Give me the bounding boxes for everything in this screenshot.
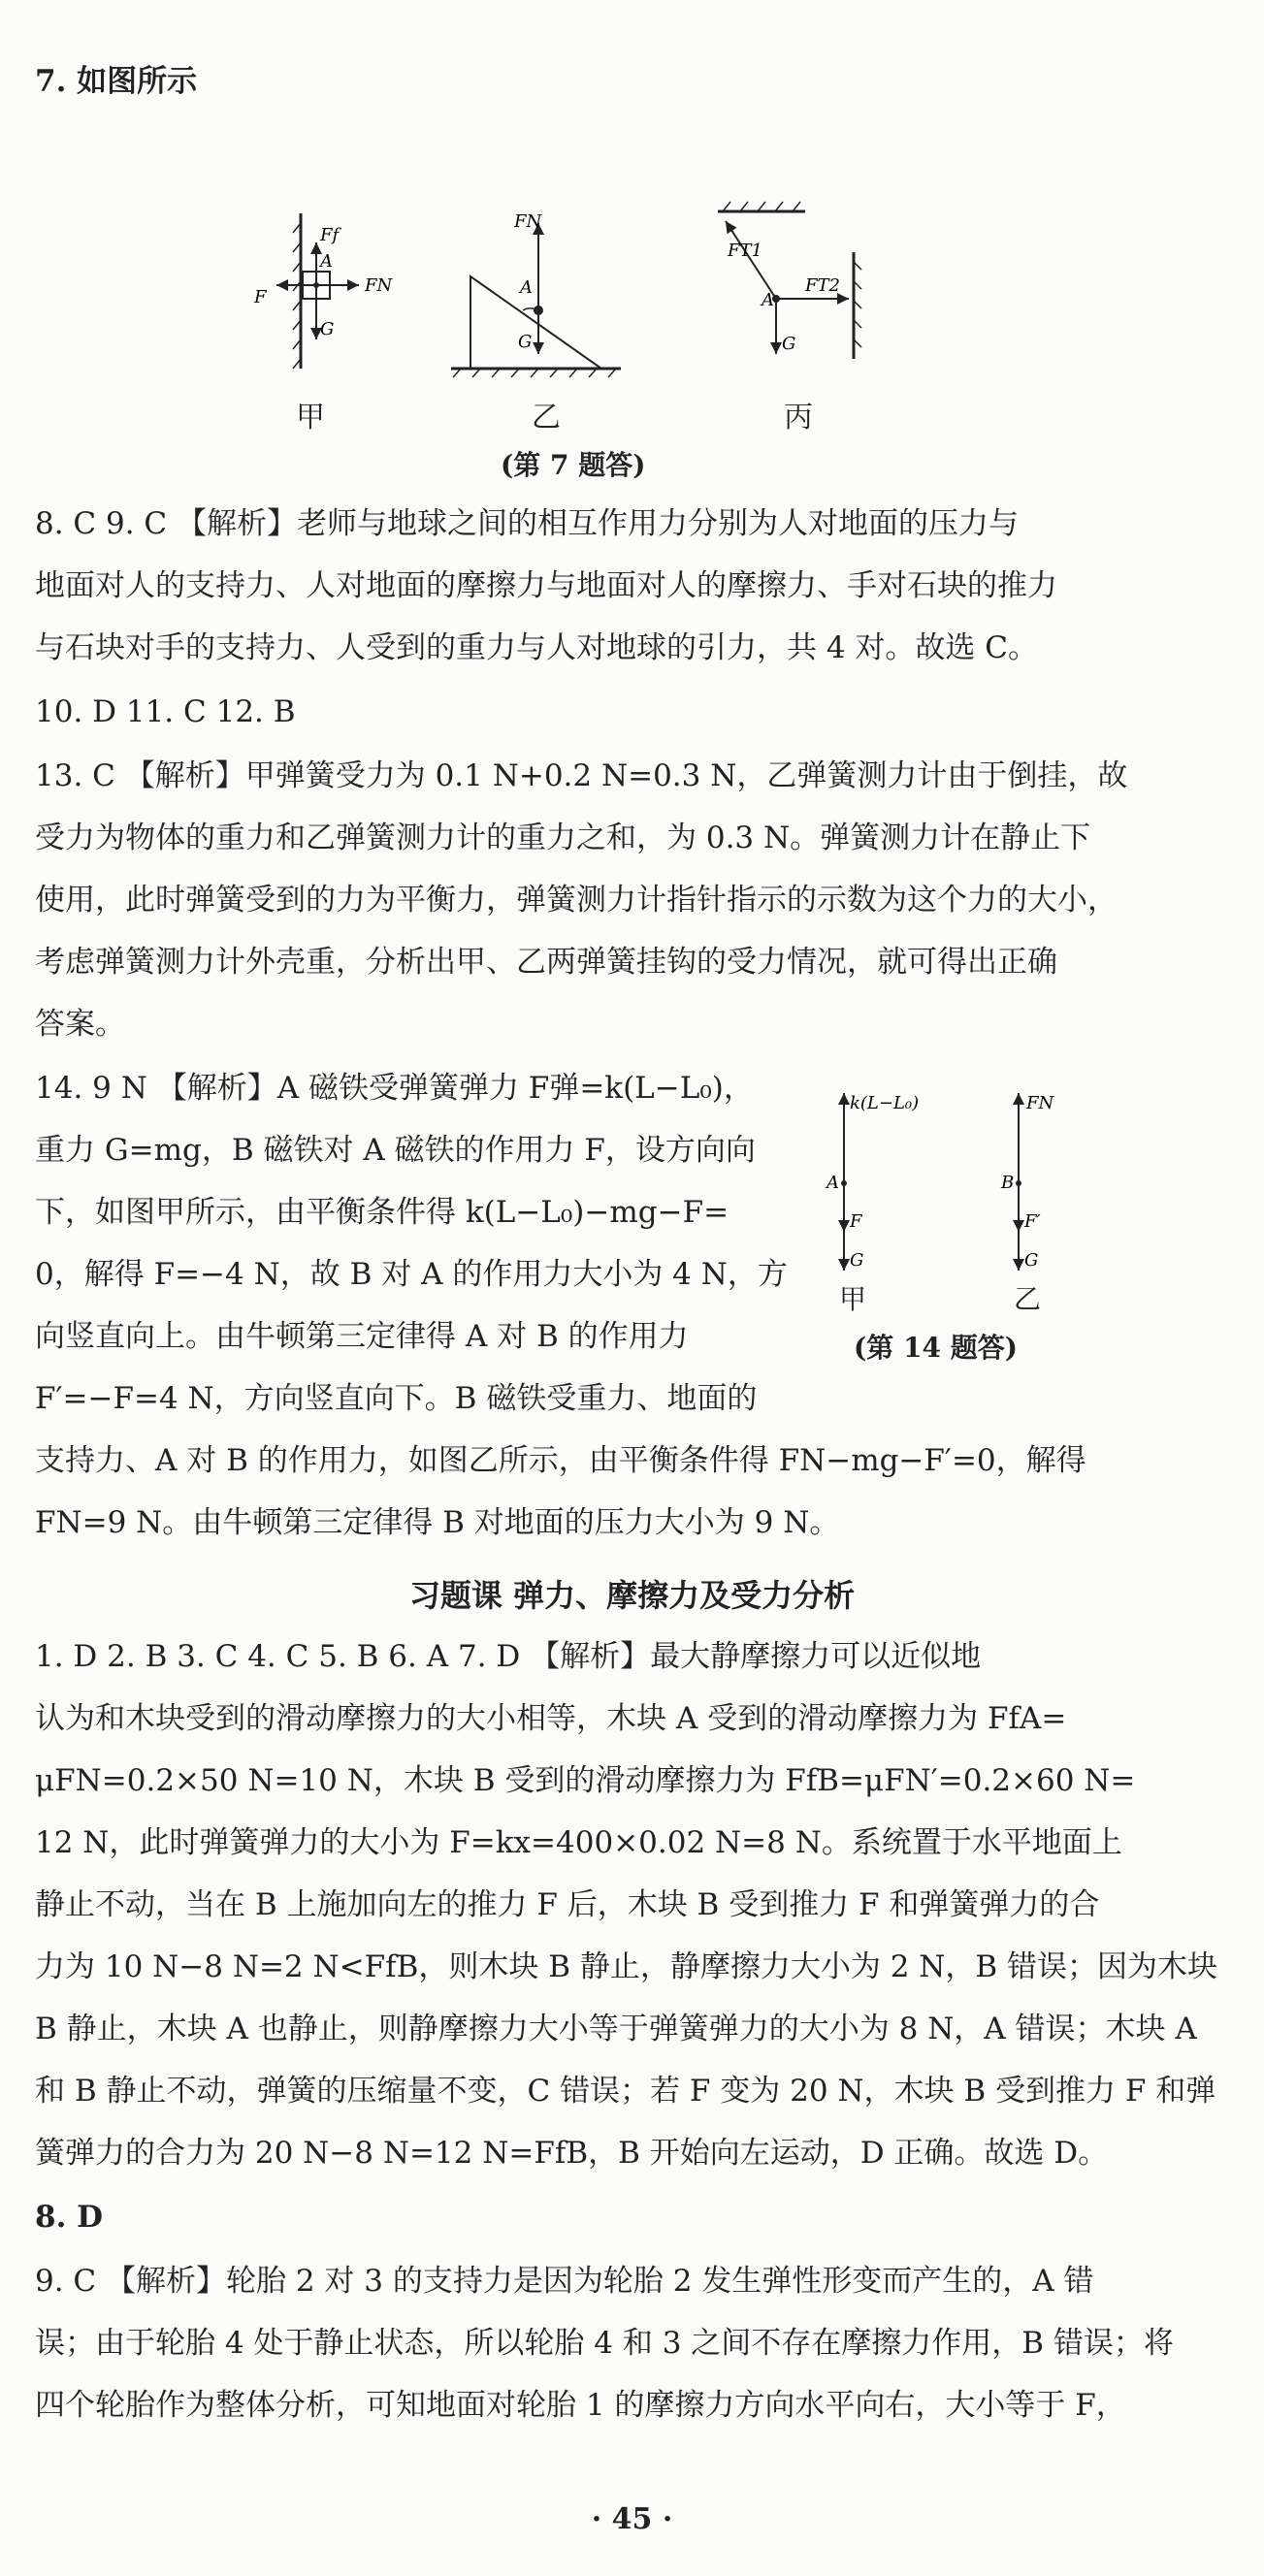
section-title: 习题课 弹力、摩擦力及受力分析 [408, 1577, 856, 1614]
section-line-2: 认为和木块受到的滑动摩擦力的大小相等，木块 A 受到的滑动摩擦力为 FfA= [35, 1701, 1067, 1736]
fig14-label-yi: 乙 [1014, 1283, 1042, 1315]
q14-line-4: 0，解得 F=−4 N，故 B 对 A 的作用力大小为 4 N，方 [35, 1257, 788, 1292]
fig7-label-jia: 甲 [296, 401, 325, 435]
label-fp-14: F′ [1024, 1211, 1041, 1232]
section-line-11: 9. C 【解析】轮胎 2 对 3 的支持力是因为轮胎 2 发生弹性形变而产生的，A 错 [35, 2264, 1094, 2299]
section-line-13: 四个轮胎作为整体分析，可知地面对轮胎 1 的摩擦力方向水平向右，大小等于 F， [35, 2388, 1126, 2423]
q14-figure [825, 1081, 1145, 1304]
q13-line-1: 13. C 【解析】甲弹簧受力为 0.1 N+0.2 N=0.3 N，乙弹簧测力计由于倒挂，故 [35, 758, 1128, 793]
fig14-label-jia: 甲 [839, 1283, 867, 1315]
q13-line-2: 受力为物体的重力和乙弹簧测力计的重力之和，为 0.3 N。弹簧测力计在静止下 [35, 821, 1091, 855]
fig14-caption: (第 14 题答) [854, 1332, 1018, 1364]
label-fn-14: FN [1026, 1093, 1054, 1113]
fig7-caption: (第 7 题答) [501, 449, 646, 481]
diagram-jia [253, 213, 393, 369]
label-fn-2: FN [514, 211, 542, 232]
q14-line-8: FN=9 N。由牛顿第三定律得 B 对地面的压力大小为 9 N。 [35, 1505, 840, 1540]
label-f-14: F [850, 1211, 862, 1232]
section-line-4: 12 N，此时弹簧弹力的大小为 F=kx=400×0.02 N=8 N。系统置于水平地面上 [35, 1825, 1122, 1860]
label-kl: k(L−L₀) [850, 1093, 920, 1113]
label-a-3: A [762, 290, 774, 310]
q14-line-6: F′=−F=4 N，方向竖直向下。B 磁铁受重力、地面的 [35, 1381, 758, 1416]
fig7-label-bing: 丙 [784, 401, 813, 435]
q7-heading: 7. 如图所示 [35, 64, 198, 99]
label-g: G [320, 319, 335, 339]
q14-line-1: 14. 9 N 【解析】A 磁铁受弹簧弹力 F弹=k(L−L₀)， [35, 1071, 754, 1106]
q10-12: 10. D 11. C 12. B [35, 694, 296, 729]
label-g-14: G [850, 1250, 864, 1271]
q13-line-4: 考虑弹簧测力计外壳重，分析出甲、乙两弹簧挂钩的受力情况，就可得出正确 [35, 945, 1057, 980]
section-line-1: 1. D 2. B 3. C 4. C 5. B 6. A 7. D 【解析】最大静摩擦力可以近似地 [35, 1639, 982, 1674]
label-b-14: B [1001, 1173, 1015, 1193]
label-g-2: G [518, 332, 533, 352]
label-f: F [254, 287, 267, 307]
section-line-8: 和 B 静止不动，弹簧的压缩量不变，C 错误；若 F 变为 20 N，木块 B 受到推力 F 和弹 [35, 2074, 1216, 2109]
section-line-6: 力为 10 N−8 N=2 N<FfB，则木块 B 静止，静摩擦力大小为 2 N，B 错误；因为木块 [35, 1949, 1218, 1984]
diagram-yi [451, 211, 621, 377]
label-g2-14: G [1024, 1250, 1039, 1271]
page-number: · 45 · [591, 2502, 673, 2536]
section-line-12: 误；由于轮胎 4 处于静止状态，所以轮胎 4 和 3 之间不存在摩擦力作用，B 错误；将 [35, 2326, 1174, 2361]
label-ft2: FT2 [805, 275, 840, 296]
q14-line-5: 向竖直向上。由牛顿第三定律得 A 对 B 的作用力 [35, 1319, 689, 1354]
q8-9-line-2: 地面对人的支持力、人对地面的摩擦力与地面对人的摩擦力、手对石块的推力 [35, 568, 1057, 603]
label-a-2: A [520, 277, 533, 298]
q13-line-3: 使用，此时弹簧受到的力为平衡力，弹簧测力计指针指示的示数为这个力的大小， [35, 883, 1118, 918]
q13-line-5: 答案。 [35, 1007, 125, 1042]
label-a: A [320, 251, 333, 272]
section-line-9: 簧弹力的合力为 20 N−8 N=12 N=FfB，B 开始向左运动，D 正确。故选 D。 [35, 2136, 1109, 2171]
q7-figure [223, 194, 999, 417]
section-line-7: B 静止，木块 A 也静止，则静摩擦力大小等于弹簧弹力的大小为 8 N，A 错误；木块 A [35, 2012, 1197, 2046]
fig7-label-yi: 乙 [532, 401, 561, 435]
section-line-3: μFN=0.2×50 N=10 N，木块 B 受到的滑动摩擦力为 FfB=μFN′=0.2×60 N= [35, 1763, 1136, 1798]
label-fn: FN [365, 275, 393, 296]
section-line-5: 静止不动，当在 B 上施加向左的推力 F 后，木块 B 受到推力 F 和弹簧弹力的合 [35, 1887, 1100, 1922]
q8-9-line-3: 与石块对手的支持力、人受到的重力与人对地球的引力，共 4 对。故选 C。 [35, 630, 1039, 665]
label-ff: Ff [320, 225, 340, 245]
label-g-3: G [782, 334, 796, 354]
q14-line-7: 支持力、A 对 B 的作用力，如图乙所示，由平衡条件得 FN−mg−F′=0，解得 [35, 1443, 1086, 1478]
label-a-14: A [826, 1173, 839, 1193]
section-line-10: 8. D [35, 2200, 104, 2235]
label-ft1: FT1 [728, 241, 762, 261]
q8-9-line-1: 8. C 9. C 【解析】老师与地球之间的相互作用力分别为人对地面的压力与 [35, 506, 1020, 541]
q14-line-2: 重力 G=mg，B 磁铁对 A 磁铁的作用力 F，设方向向 [35, 1133, 756, 1168]
q14-line-3: 下，如图甲所示，由平衡条件得 k(L−L₀)−mg−F= [35, 1195, 729, 1230]
diagram-bing [718, 202, 861, 359]
